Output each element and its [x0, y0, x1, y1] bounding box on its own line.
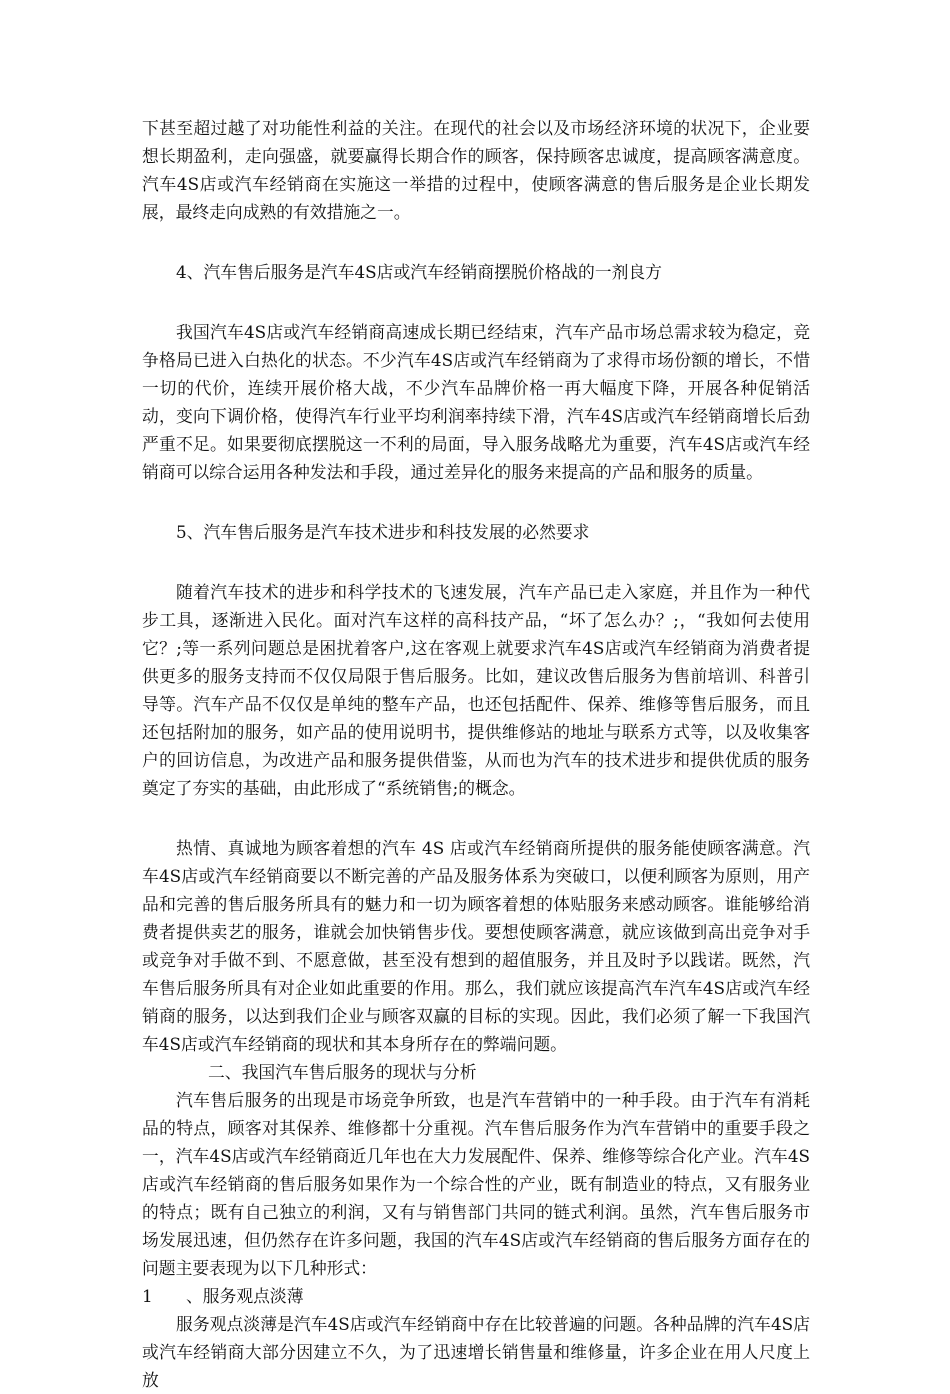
document-body [142, 114, 810, 1394]
heading-point-5: 5、汽车售后服务是汽车技术进步和科技发展的必然要求 [176, 522, 590, 542]
paragraph-technology: 随着汽车技术的进步和科学技术的飞速发展，汽车产品已走入家庭，并且作为一种代步工具，逐渐进入民化。面对汽车这样的高科技产品，“坏了怎么办？;，“我如何去使用它？;等一系列问题总是困扰着客户,这在客观上就要求汽车4S店或汽车经销商为消费者提供更多的服务支持而不仅仅局限于售后服务。比如，建议改售后服务为售前培训、科普引导等。汽车产品不仅仅是单纯的整车产品，也还包括配件、保养、维修等售后服务，而且还包括附加的服务，如产品的使用说明书，提供维修站的地址与联系方式等，以及收集客户的回访信息，为改进产品和服务提供借鉴，从而也为汽车的技术进步和提供优质的服务奠定了夯实的基础，由此形成了“系统销售;的概念。 [142, 582, 810, 798]
heading-point-4: 4、汽车售后服务是汽车4S店或汽车经销商摆脱价格战的一剂良方 [176, 262, 662, 282]
paragraph-intro-continued: 下甚至超过越了对功能性利益的关注。在现代的社会以及市场经济环境的状况下，企业要想长期盈利，走向强盛，就要赢得长期合作的顾客，保持顾客忠诚度，提高顾客满意度。汽车4S店或汽车经销商在实施这一举措的过程中，使顾客满意的售后服务是企业长期发展，最终走向成熟的有效措施之一。 [142, 118, 810, 222]
paragraph-price-war: 我国汽车4S店或汽车经销商高速成长期已经结束，汽车产品市场总需求较为稳定，竞争格局已进入白热化的状态。不少汽车4S店或汽车经销商为了求得市场份额的增长，不惜一切的代价，连续开展价格大战，不少汽车品牌价格一再大幅度下降，开展各种促销活动，变向下调价格，使得汽车行业平均利润率持续下滑，汽车4S店或汽车经销商增长后劲严重不足。如果要彻底摆脱这一不利的局面，导入服务战略尤为重要，汽车4S店或汽车经销商可以综合运用各种发法和手段，通过差异化的服务来提高的产品和服务的质量。 [142, 322, 810, 482]
paragraph-service-concept: 服务观点淡薄是汽车4S店或汽车经销商中存在比较普遍的问题。各种品牌的汽车4S店或汽车经销商大部分因建立不久，为了迅速增长销售量和维修量，许多企业在用人尺度上放 [142, 1314, 810, 1390]
paragraph-customer-satisfaction: 热情、真诚地为顾客着想的汽车 4S 店或汽车经销商所提供的服务能使顾客满意。汽车4S店或汽车经销商要以不断完善的产品及服务体系为突破口，以便利顾客为原则，用产品和完善的售后服务所具有的魅力和一切为顾客着想的体贴服务来感动顾客。谁能够给消费者提供卖艺的服务，谁就会加快销售步伐。要想使顾客满意，就应该做到高出竞争对手或竞争对手做不到、不愿意做，甚至没有想到的超值服务，并且及时予以践诺。既然，汽车售后服务所具有对企业如此重要的作用。那么，我们就应该提高汽车汽车4S店或汽车经销商的服务，以达到我们企业与顾客双赢的目标的实现。因此，我们必须了解一下我国汽车4S店或汽车经销商的现状和其本身所存在的弊端问题。 [142, 838, 810, 1054]
list-item-number: 1 [142, 1286, 153, 1306]
list-item-text: 、服务观点淡薄 [186, 1286, 304, 1306]
section-title-2: 二、我国汽车售后服务的现状与分析 [208, 1062, 477, 1082]
list-item-1 [142, 1282, 810, 1310]
paragraph-current-status: 汽车售后服务的出现是市场竞争所致，也是汽车营销中的一种手段。由于汽车有消耗品的特点，顾客对其保养、维修都十分重视。汽车售后服务作为汽车营销中的重要手段之一，汽车4S店或汽车经销商近几年也在大力发展配件、保养、维修等综合化产业。汽车4S店或汽车经销商的售后服务如果作为一个综合性的产业，既有制造业的特点，又有服务业的特点；既有自己独立的利润，又有与销售部门共同的链式利润。虽然，汽车售后服务市场发展迅速，但仍然存在许多问题，我国的汽车4S店或汽车经销商的售后服务方面存在的问题主要表现为以下几种形式： [142, 1090, 810, 1278]
